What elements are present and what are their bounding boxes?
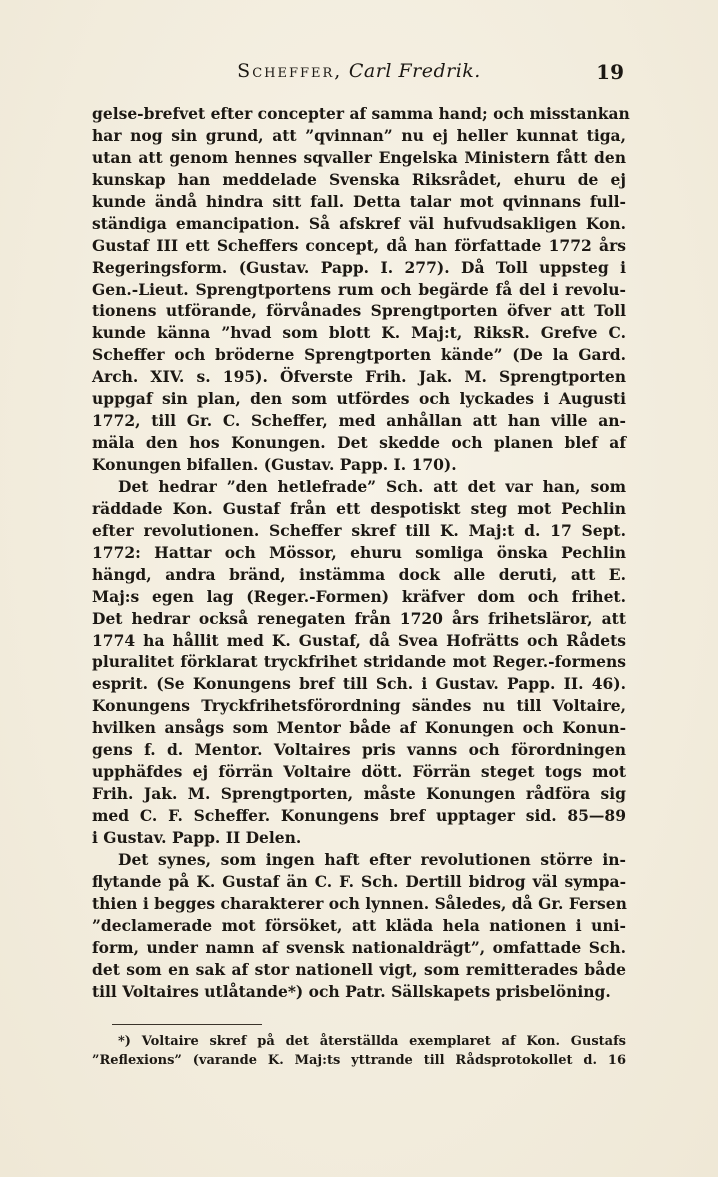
text-line: Det hedrar också renegaten från 1720 års frihetsläror, att: [92, 608, 626, 628]
page-number: 19: [596, 60, 624, 84]
footnote-line: *) Voltaire skref på det återställda exemplaret af Kon. Gustafs: [118, 1034, 626, 1049]
text-line: 1772: Hattar och Mössor, ehuru somliga önska Pechlin: [92, 542, 626, 562]
header-title: [194, 60, 524, 82]
text-line: Scheffer och bröderne Sprengtporten kände” (De la Gard.: [92, 345, 626, 365]
text-line: tionens utförande, förvånades Sprengtporten öfver att Toll: [92, 301, 626, 321]
text-line: gens f. d. Mentor. Voltaires pris vanns och förordningen: [92, 740, 626, 760]
text-line: gelse-brefvet efter concepter af samma hand; och misstankan: [92, 104, 630, 123]
footnote-line: ”Reflexions” (varande K. Maj:ts yttrande till Rådsprotokollet d. 16: [92, 1053, 626, 1068]
text-line: Maj:s egen lag (Reger.-Formen) kräfver dom och frihet.: [92, 586, 626, 606]
text-line: räddade Kon. Gustaf från ett despotiskt steg mot Pechlin: [92, 498, 626, 518]
text-line: kunskap han meddelade Svenska Riksrådet, ehuru de ej: [92, 169, 626, 189]
text-line: mäla den hos Konungen. Det skedde och planen blef af: [92, 433, 626, 453]
text-line: Konungens Tryckfrihetsförordning sändes nu till Voltaire,: [92, 696, 626, 716]
footnote-rule: [112, 1024, 262, 1025]
text-line: kunde känna ”hvad som blott K. Maj:t, RiksR. Grefve C.: [92, 323, 626, 343]
text-line: hvilken ansågs som Mentor både af Konungen och Konun-: [92, 718, 626, 738]
text-line: 1774 ha hållit med K. Gustaf, då Svea Hofrätts och Rådets: [92, 630, 626, 650]
text-line: Det synes, som ingen haft efter revolutionen större in-: [118, 849, 626, 869]
text-line: form, under namn af svensk nationaldrägt”, omfattade Sch.: [92, 937, 626, 957]
text-line: det som en sak af stor nationell vigt, som remitterades både: [92, 959, 626, 979]
header-given-name: Carl Fredrik.: [348, 60, 481, 82]
text-line: efter revolutionen. Scheffer skref till K. Maj:t d. 17 Sept.: [92, 520, 626, 540]
text-line: ständiga emancipation. Så afskref väl hufvudsakligen Kon.: [92, 213, 626, 233]
header-author: Scheffer,: [237, 60, 343, 82]
text-line: Gen.-Lieut. Sprengtportens rum och begärde få del i revolu-: [92, 279, 626, 299]
text-line: har nog sin grund, att ”qvinnan” nu ej heller kunnat tiga,: [92, 125, 626, 145]
text-line: Frih. Jak. M. Sprengtporten, måste Konungen rådföra sig: [92, 784, 626, 804]
text-line: Arch. XIV. s. 195). Öfverste Frih. Jak. M. Sprengtporten: [92, 367, 626, 387]
text-line: kunde ändå hindra sitt fall. Detta talar mot qvinnans full-: [92, 191, 626, 211]
text-line: med C. F. Scheffer. Konungens bref upptager sid. 85—89: [92, 806, 626, 825]
text-line: Gustaf III ett Scheffers concept, då han författade 1772 års: [92, 235, 626, 255]
text-line: esprit. (Se Konungens bref till Sch. i Gustav. Papp. II. 46).: [92, 674, 626, 694]
text-line: Regeringsform. (Gustav. Papp. I. 277). Då Toll uppsteg i: [92, 257, 626, 277]
text-line: ”declamerade mot försöket, att kläda hela nationen i uni-: [92, 915, 626, 935]
text-line: 1772, till Gr. C. Scheffer, med anhållan att han ville an-: [92, 411, 626, 431]
text-line: hängd, andra bränd, instämma dock alle deruti, att E.: [92, 564, 626, 584]
body-text: [92, 103, 630, 1002]
text-line: upphäfdes ej förrän Voltaire dött. Förrän steget togs mot: [92, 762, 626, 782]
footnote: [92, 1032, 626, 1070]
text-line: uppgaf sin plan, den som utfördes och lyckades i Augusti: [92, 389, 626, 409]
text-line: Det hedrar ”den hetlefrade” Sch. att det var han, som: [118, 476, 626, 496]
running-header: [94, 60, 624, 90]
text-line: Konungen bifallen. (Gustav. Papp. I. 170).: [92, 455, 457, 474]
text-line: utan att genom hennes sqvaller Engelska Ministern fått den: [92, 147, 626, 167]
text-line: thien i begges charakterer och lynnen. Således, då Gr. Fersen: [92, 893, 627, 913]
text-line: pluralitet förklarat tryckfrihet stridande mot Reger.-formens: [92, 652, 626, 672]
text-line: i Gustav. Papp. II Delen.: [92, 827, 302, 847]
text-line: till Voltaires utlåtande*) och Patr. Sällskapets prisbelöning.: [92, 981, 611, 1001]
text-line: flytande på K. Gustaf än C. F. Sch. Dertill bidrog väl sympa-: [92, 871, 626, 891]
